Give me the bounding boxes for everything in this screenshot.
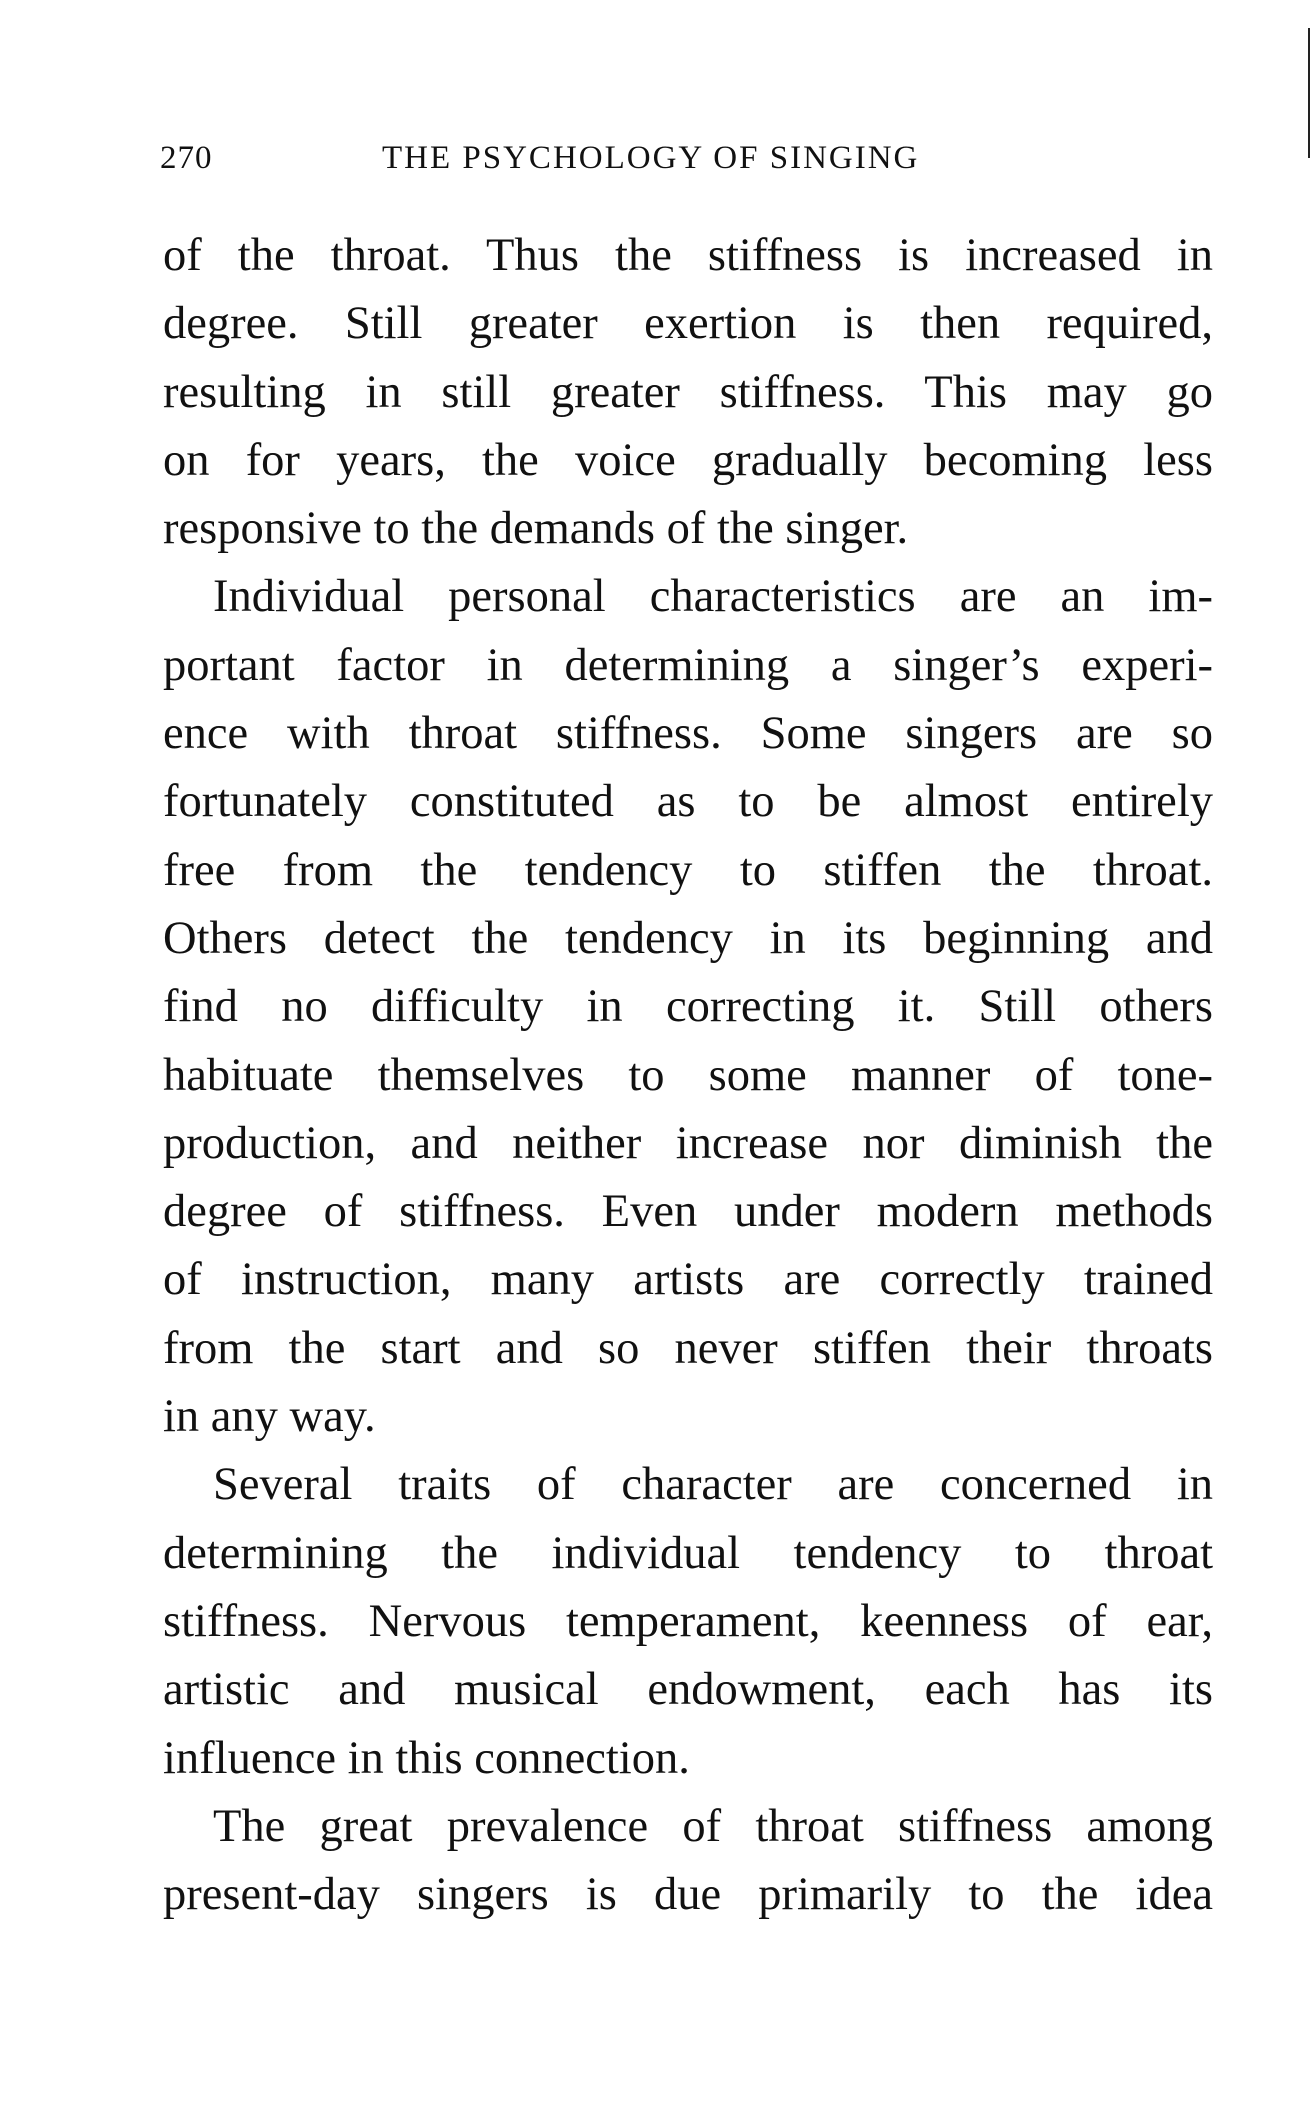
text-line: production, and neither increase nor diminish the [163, 1117, 1213, 1169]
text-line: of the throat. Thus the stiffness is increased in [163, 230, 1213, 281]
paragraph-first-line: Individual personal characteristics are an im- [213, 571, 1213, 623]
running-head [160, 140, 1220, 180]
text-line: degree of stiffness. Even under modern methods [163, 1186, 1213, 1238]
text-line: in any way. [163, 1391, 376, 1443]
text-line: stiffness. Nervous temperament, keenness of ear, [163, 1595, 1213, 1647]
text-line: from the start and so never stiffen their throats [163, 1322, 1213, 1374]
text-line: resulting in still greater stiffness. This may go [163, 366, 1213, 418]
text-line: Others detect the tendency in its beginning and [163, 912, 1213, 964]
text-line: ence with throat stiffness. Some singers are so [163, 708, 1213, 760]
text-line: on for years, the voice gradually becoming less [163, 434, 1213, 486]
text-line: of instruction, many artists are correctly trained [163, 1254, 1213, 1306]
text-line: present-day singers is due primarily to the idea [163, 1869, 1213, 1921]
text-line: habituate themselves to some manner of tone- [163, 1049, 1213, 1101]
text-line: responsive to the demands of the singer. [163, 503, 909, 555]
page-number: 270 [160, 140, 213, 176]
text-line: free from the tendency to stiffen the throat. [163, 844, 1213, 896]
text-line: find no difficulty in correcting it. Still others [163, 981, 1213, 1033]
paragraph-first-line: The great prevalence of throat stiffness among [213, 1800, 1213, 1852]
text-line: influence in this connection. [163, 1732, 690, 1784]
text-line: artistic and musical endowment, each has its [163, 1664, 1213, 1716]
text-line: fortunately constituted as to be almost entirely [163, 776, 1213, 828]
body-text [163, 222, 1213, 1929]
page-edge-mark [1308, 28, 1310, 158]
paragraph-first-line: Several traits of character are concerned in [213, 1459, 1213, 1511]
running-title: THE PSYCHOLOGY OF SINGING [382, 140, 920, 176]
text-line: determining the individual tendency to throat [163, 1527, 1213, 1579]
text-line: portant factor in determining a singer’s experi- [163, 639, 1213, 691]
text-line: degree. Still greater exertion is then required, [163, 298, 1213, 350]
